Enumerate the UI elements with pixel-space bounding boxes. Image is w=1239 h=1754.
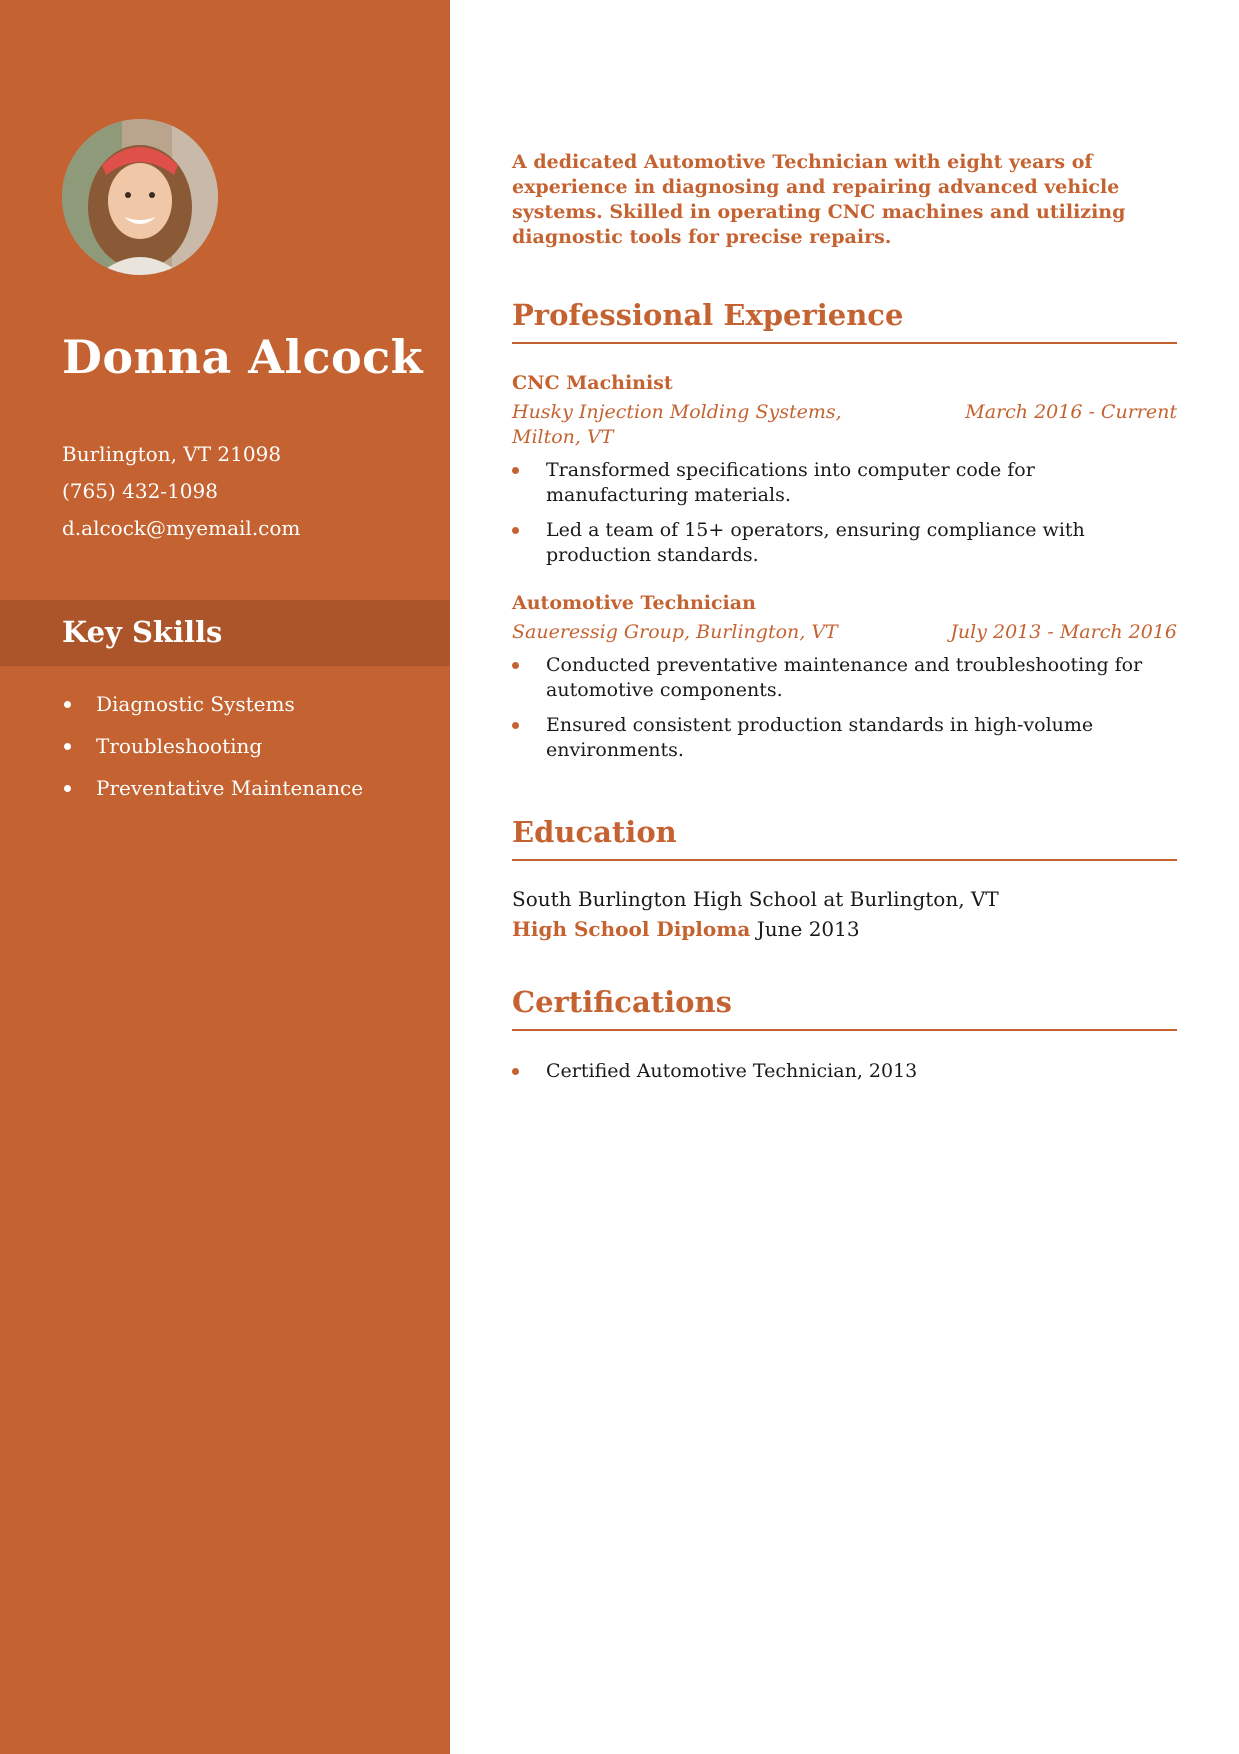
job-bullets [512,653,1177,763]
skill-item: Diagnostic Systems [62,692,363,734]
main-content [512,150,1177,1094]
certification-item: Certified Automotive Technician, 2013 [512,1059,1177,1084]
experience-title: Professional Experience [512,298,904,332]
job-dates: July 2013 - March 2016 [950,621,1177,643]
candidate-name: Donna Alcock [62,330,424,384]
education-degree-line [512,917,1177,941]
education-date: June 2013 [756,917,860,941]
job-title: CNC Machinist [512,372,673,394]
certifications-title: Certifications [512,985,732,1019]
profile-photo [62,119,218,275]
job-bullet: Ensured consistent production standards in high-volume environments. [512,713,1177,763]
phone-text: (765) 432-1098 [62,479,218,503]
job-meta [512,620,1177,645]
sidebar [0,0,450,1754]
job-company: Husky Injection Molding Systems, Milton, VT [512,401,842,448]
job-dates: March 2016 - Current [965,401,1177,423]
job-meta [512,400,1177,450]
skill-item: Preventative Maintenance [62,776,363,818]
person-photo-icon [62,119,218,275]
location-text: Burlington, VT 21098 [62,442,282,466]
contact-info [62,436,300,547]
certifications-list [512,1059,1177,1084]
job-bullet: Conducted preventative maintenance and troubleshooting for automotive components. [512,653,1177,703]
job-bullets [512,458,1177,568]
education-title: Education [512,815,677,849]
skills-title: Key Skills [62,615,223,649]
job-bullet: Transformed specifications into computer code for manufacturing materials. [512,458,1177,508]
job-title: Automotive Technician [512,592,756,614]
job-bullet: Led a team of 15+ operators, ensuring compliance with production standards. [512,518,1177,568]
skills-list [62,692,363,818]
education-degree: High School Diploma [512,917,751,941]
email-link[interactable]: d.alcock@myemail.com [62,516,301,540]
summary-text: A dedicated Automotive Technician with eight years of experience in diagnosing and repairing advanced vehicle systems. Skilled in operating CNC machines and utilizing diagnostic tools for precise repairs. [512,151,1126,248]
education-school: South Burlington High School at Burlington, VT [512,887,999,911]
job-company: Saueressig Group, Burlington, VT [512,621,838,643]
skill-item: Troubleshooting [62,734,363,776]
